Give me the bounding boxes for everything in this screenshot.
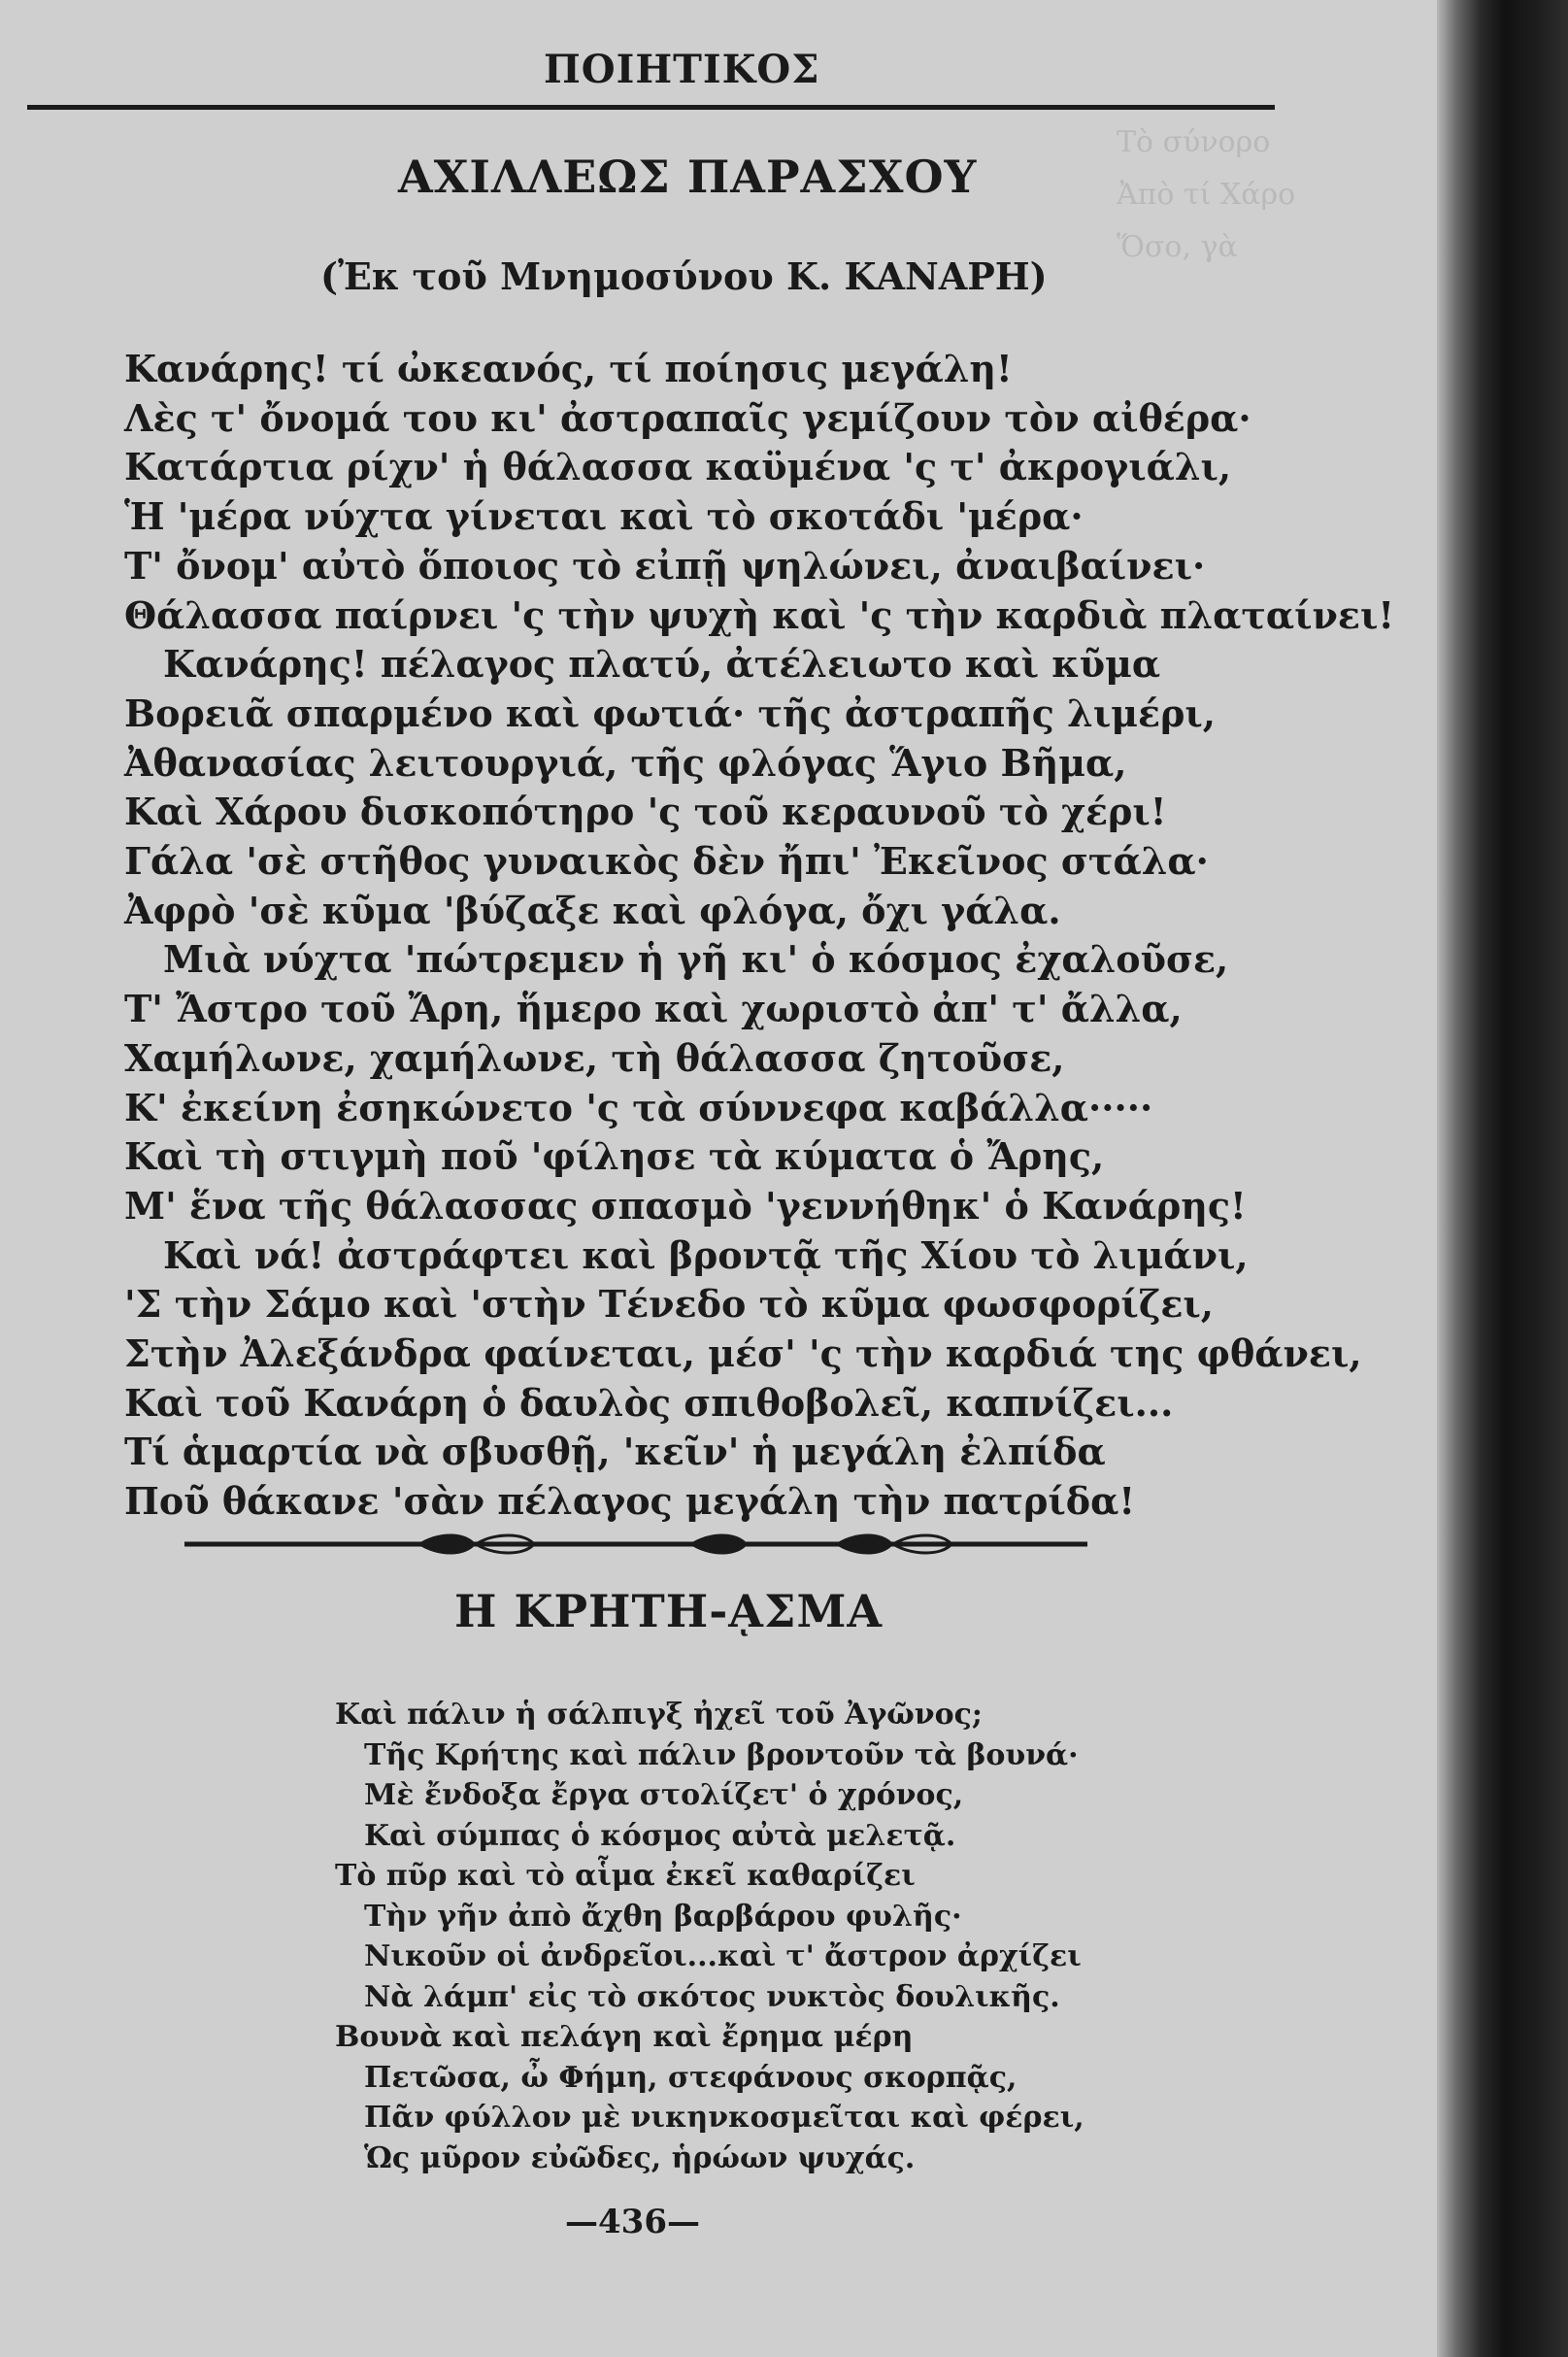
poem-line: Τ' Ἄστρο τοῦ Ἄρη, ἥμερο καὶ χωριστὸ ἀπ' τ' ἄλλα, [124,987,1183,1031]
poem-line: Κανάρης! τί ὠκεανός, τί ποίησις μεγάλη! [124,347,1013,390]
poem-line: Καὶ νά! ἀστράφτει καὶ βροντᾷ τῆς Χίου τὸ λιμάνι, [163,1232,1249,1277]
song-line: Βουνὰ καὶ πελάγη καὶ ἔρημα μέρη [335,2020,914,2054]
poem-line: Χαμήλωνε, χαμήλωνε, τὴ θάλασσα ζητοῦσε, [124,1035,1065,1080]
bleed-through-text: Τὸ σύνορο Ἀπὸ τί Χάρο Ὅσο, γὰ [1117,125,1296,264]
song-line: Καὶ πάλιν ἡ σάλπιγξ ἠχεῖ τοῦ Ἀγῶνος; [335,1698,983,1732]
page-number: —436— [565,2203,700,2241]
song-line: Πᾶν φύλλον μὲ νικηνκοσμεῖται καὶ φέρει, [364,2101,1084,2135]
poem-line: Κ' ἐκείνη ἐσηκώνετο 'ς τὰ σύννεφα καβάλλα····· [124,1085,1153,1129]
song-title: Η ΚΡΗΤΗ-ᾼΣΜΑ [454,1585,884,1637]
poem-line: Ἀφρὸ 'σὲ κῦμα 'βύζαξε καὶ φλόγα, ὄχι γάλα. [124,888,1061,932]
poem-line: 'Σ τὴν Σάμο καὶ 'στὴν Τένεδο τὸ κῦμα φωσφορίζει, [124,1282,1215,1327]
poem-line: Τ' ὄνομ' αὐτὸ ὅποιος τὸ εἰπῇ ψηλώνει, ἀναιβαίνει· [124,543,1206,588]
poem-line: Μ' ἕνα τῆς θάλασσας σπασμὸ 'γεννήθηκ' ὁ Κανάρης! [124,1183,1247,1228]
poem-line: Καὶ τὴ στιγμὴ ποῦ 'φίλησε τὰ κύματα ὁ Ἄρης, [124,1134,1105,1179]
poem-line: Βορειᾶ σπαρμένο καὶ φωτιά· τῆς ἀστραπῆς λιμέρι, [124,690,1217,735]
poem-line: Ἡ 'μέρα νύχτα γίνεται καὶ τὸ σκοτάδι 'μέρα· [124,494,1084,539]
song-body [335,1695,1209,2178]
song-line: Τὴν γῆν ἀπὸ ἄχθη βαρβάρου φυλῆς· [364,1899,962,1934]
poem-line: Θάλασσα παίρνει 'ς τὴν ψυχὴ καὶ 'ς τὴν καρδιὰ πλαταίνει! [124,592,1395,637]
poem-line: Ποῦ θάκανε 'σὰν πέλαγος μεγάλη τὴν πατρίδα! [124,1479,1136,1524]
song-line: Μὲ ἔνδοξα ἔργα στολίζετ' ὁ χρόνος, [364,1778,964,1812]
poem-line: Ἀθανασίας λειτουργιά, τῆς φλόγας Ἅγιο Βῆμα, [124,740,1127,785]
book-binding-shadow [1437,0,1568,2357]
ornamental-divider [184,1525,1087,1564]
song-line: Τῆς Κρήτης καὶ πάλιν βροντοῦν τὰ βουνά· [364,1737,1079,1772]
poem-line: Τί ἁμαρτία νὰ σβυσθῇ, 'κεῖν' ἡ μεγάλη ἐλπίδα [124,1430,1106,1474]
song-line: Νὰ λάμπ' εἰς τὸ σκότος νυκτὸς δουλικῆς. [364,1979,1060,2014]
poem-body [124,345,1395,1527]
poem-line: Μιὰ νύχτα 'πώτρεμεν ἡ γῆ κι' ὁ κόσμος ἐχαλοῦσε, [163,937,1229,982]
poem-line: Καὶ Χάρου δισκοπότηρο 'ς τοῦ κεραυνοῦ τὸ χέρι! [124,790,1167,834]
poem-line: Κανάρης! πέλαγος πλατύ, ἀτέλειωτο καὶ κῦμα [163,642,1161,687]
poem-line: Κατάρτια ρίχν' ἡ θάλασσα καϋμένα 'ς τ' ἀκρογιάλι, [124,445,1232,489]
poem-subtitle: (Ἐκ τοῦ Μνημοσύνου Κ. ΚΑΝΑΡΗ) [320,254,1048,298]
poem-line: Γάλα 'σὲ στῆθος γυναικὸς δὲν ἤπι' Ἐκεῖνος στάλα· [124,839,1209,884]
header-rule [27,105,1275,110]
poem-line: Λὲς τ' ὄνομά του κι' ἀστραπαῖς γεμίζουν τὸν αἰθέρα· [124,395,1251,440]
poem-line: Καὶ τοῦ Κανάρη ὁ δαυλὸς σπιθοβολεῖ, καπνίζει... [124,1380,1174,1425]
song-line: Ὡς μῦρον εὐῶδες, ἡρώων ψυχάς. [364,2140,916,2175]
song-line: Καὶ σύμπας ὁ κόσμος αὐτὰ μελετᾷ. [364,1818,956,1853]
song-line: Πετῶσα, ὦ Φήμη, στεφάνους σκορπᾷς, [364,2060,1018,2095]
poem-line: Στὴν Ἀλεξάνδρα φαίνεται, μέσ' 'ς τὴν καρδιά της φθάνει, [124,1331,1362,1376]
song-line: Τὸ πῦρ καὶ τὸ αἷμα ἐκεῖ καθαρίζει [335,1859,916,1893]
running-head: ΠΟΙΗΤΙΚΟΣ [544,47,820,92]
song-line: Νικοῦν οἱ ἀνδρεῖοι...καὶ τ' ἄστρον ἀρχίζει [364,1939,1082,1973]
poem-title: ΑΧΙΛΛΕΩΣ ΠΑΡΑΣΧΟΥ [398,151,978,203]
